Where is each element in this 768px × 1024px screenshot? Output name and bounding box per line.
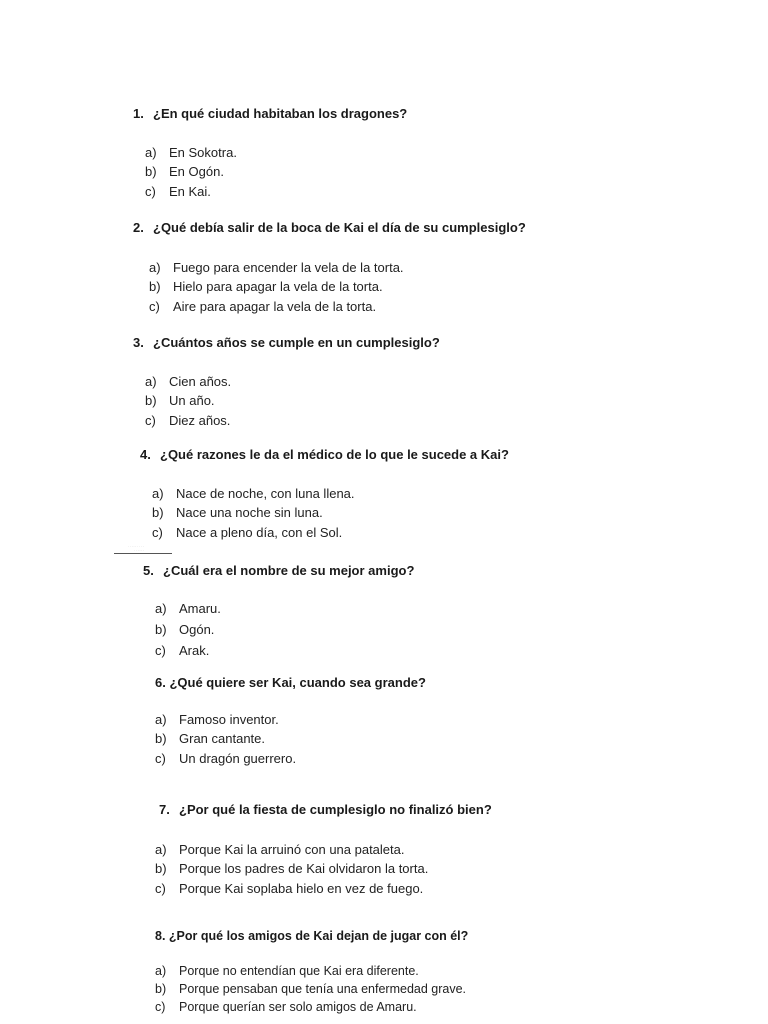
option-text: Gran cantante. <box>179 731 265 747</box>
question-number: 1. <box>133 106 144 121</box>
option-text: Fuego para encender la vela de la torta. <box>173 260 404 275</box>
option-letter: c) <box>155 643 166 658</box>
question-number: 7. <box>159 802 170 817</box>
question-text: ¿En qué ciudad habitaban los dragones? <box>153 106 408 121</box>
question-3 <box>133 335 440 430</box>
option-text: Amaru. <box>179 601 221 616</box>
option-text: Nace una noche sin luna. <box>176 505 323 521</box>
answer-options <box>145 372 440 430</box>
question-title <box>143 563 414 579</box>
answer-option[interactable] <box>155 710 426 729</box>
question-7 <box>155 802 492 898</box>
option-letter: c) <box>145 412 156 428</box>
option-text: En Ogón. <box>169 164 224 180</box>
option-letter: b) <box>152 505 164 521</box>
question-title <box>133 220 526 236</box>
question-title <box>155 928 468 944</box>
option-text: Nace de noche, con luna llena. <box>176 486 355 501</box>
question-text: ¿Cuál era el nombre de su mejor amigo? <box>163 563 415 578</box>
question-title <box>159 802 492 818</box>
option-text: Famoso inventor. <box>179 712 279 727</box>
answer-option[interactable] <box>152 484 509 503</box>
question-6 <box>155 675 426 768</box>
answer-option[interactable] <box>155 619 414 640</box>
question-title <box>140 447 509 463</box>
option-text: Porque querían ser solo amigos de Amaru. <box>179 1000 417 1014</box>
option-text: Porque Kai soplaba hielo en vez de fuego. <box>179 880 424 896</box>
question-text: ¿Por qué los amigos de Kai dejan de jugar con él? <box>168 929 469 943</box>
option-letter: a) <box>155 964 167 978</box>
answer-option[interactable] <box>155 598 414 619</box>
answer-option[interactable] <box>155 962 468 980</box>
answer-option[interactable] <box>149 297 526 316</box>
option-text: Nace a pleno día, con el Sol. <box>176 524 343 540</box>
question-text: ¿Qué debía salir de la boca de Kai el día de su cumplesiglo? <box>153 220 526 235</box>
option-text: Un año. <box>169 393 215 409</box>
question-text: ¿Por qué la fiesta de cumplesiglo no finalizó bien? <box>179 802 492 817</box>
answer-option[interactable] <box>145 372 440 391</box>
question-4 <box>140 447 509 542</box>
question-1 <box>133 106 407 201</box>
answer-options <box>145 143 407 201</box>
question-title <box>133 335 440 351</box>
option-text: Cien años. <box>169 374 232 389</box>
option-letter: b) <box>155 982 167 996</box>
answer-options <box>155 710 426 768</box>
option-text: Arak. <box>179 643 210 658</box>
answer-option[interactable] <box>155 879 492 898</box>
option-letter: a) <box>149 260 161 275</box>
option-letter: b) <box>155 622 167 637</box>
question-8 <box>155 928 468 1016</box>
margin-stamp-mark: · · · · · · · · · · · · · · · <box>114 538 172 560</box>
option-letter: a) <box>155 712 167 727</box>
option-text: Porque pensaban que tenía una enfermedad grave. <box>179 982 467 996</box>
option-letter: b) <box>155 861 167 877</box>
question-number: 5. <box>143 563 154 578</box>
option-text: Hielo para apagar la vela de la torta. <box>173 279 383 295</box>
question-2 <box>133 220 526 316</box>
option-letter: b) <box>145 164 157 180</box>
answer-option[interactable] <box>145 411 440 430</box>
answer-option[interactable] <box>152 523 509 542</box>
option-text: Porque Kai la arruinó con una pataleta. <box>179 842 405 857</box>
question-number: 3. <box>133 335 144 350</box>
answer-option[interactable] <box>149 277 526 296</box>
option-letter: c) <box>155 750 166 766</box>
answer-option[interactable] <box>149 258 526 277</box>
answer-option[interactable] <box>155 859 492 878</box>
answer-options <box>155 598 414 661</box>
option-letter: c) <box>155 1000 166 1014</box>
option-text: Ogón. <box>179 622 215 637</box>
answer-option[interactable] <box>145 391 440 410</box>
answer-option[interactable] <box>145 182 407 201</box>
option-letter: b) <box>145 393 157 409</box>
question-number: 6. <box>155 675 166 690</box>
option-letter: b) <box>155 731 167 747</box>
question-title <box>133 106 407 122</box>
option-letter: c) <box>149 298 160 314</box>
option-letter: c) <box>152 524 163 540</box>
question-number: 4. <box>140 447 151 462</box>
answer-option[interactable] <box>155 840 492 859</box>
option-text: En Sokotra. <box>169 145 237 160</box>
answer-options <box>155 840 492 898</box>
question-number: 2. <box>133 220 144 235</box>
option-letter: a) <box>152 486 164 501</box>
answer-option[interactable] <box>155 729 426 748</box>
option-text: En Kai. <box>169 183 211 199</box>
option-text: Un dragón guerrero. <box>179 750 297 766</box>
answer-option[interactable] <box>145 143 407 162</box>
option-letter: a) <box>145 145 157 160</box>
answer-options <box>149 258 526 316</box>
option-text: Porque los padres de Kai olvidaron la torta. <box>179 861 429 877</box>
option-letter: b) <box>149 279 161 295</box>
question-number: 8. <box>155 929 166 943</box>
option-text: Aire para apagar la vela de la torta. <box>173 298 377 314</box>
answer-option[interactable] <box>152 503 509 522</box>
answer-options <box>155 962 468 1016</box>
question-text: ¿Cuántos años se cumple en un cumplesiglo? <box>153 335 440 350</box>
answer-option[interactable] <box>145 162 407 181</box>
answer-option[interactable] <box>155 640 414 661</box>
answer-options <box>152 484 509 542</box>
question-text: ¿Qué razones le da el médico de lo que le sucede a Kai? <box>160 447 509 462</box>
question-text: ¿Qué quiere ser Kai, cuando sea grande? <box>169 675 426 690</box>
option-letter: a) <box>145 374 157 389</box>
question-title <box>155 675 426 691</box>
answer-option[interactable] <box>155 998 468 1016</box>
answer-option[interactable] <box>155 749 426 768</box>
option-text: Diez años. <box>169 412 231 428</box>
question-5 <box>143 563 414 661</box>
option-letter: a) <box>155 601 167 616</box>
answer-option[interactable] <box>155 980 468 998</box>
option-letter: c) <box>155 880 166 896</box>
option-text: Porque no entendían que Kai era diferente. <box>179 964 419 978</box>
option-letter: a) <box>155 842 167 857</box>
option-letter: c) <box>145 183 156 199</box>
